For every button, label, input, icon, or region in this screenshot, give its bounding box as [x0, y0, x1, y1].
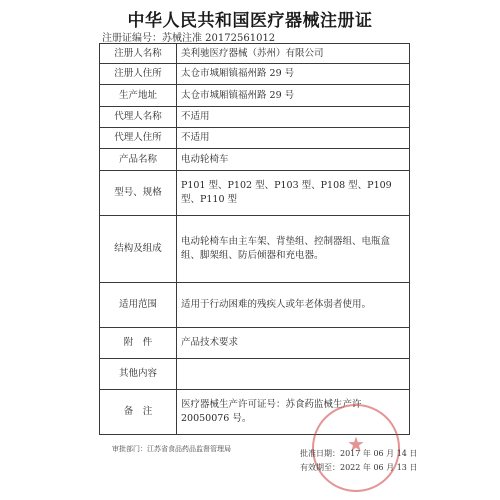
approval-date-label: 批准日期： — [300, 449, 340, 458]
row-label: 附 件 — [100, 328, 177, 359]
document-title: 中华人民共和国医疗器械注册证 — [127, 11, 373, 31]
table-row — [100, 283, 410, 328]
row-value — [177, 359, 410, 390]
row-label: 注册人住所 — [100, 64, 177, 85]
registration-table — [99, 43, 410, 435]
row-value: 电动轮椅车由主车架、背垫组、控制器组、电瓶盒组、脚架组、防后倾器和充电器。 — [177, 216, 410, 283]
table-row — [100, 128, 410, 149]
row-label: 其他内容 — [100, 359, 177, 390]
expiry-date: 2022 年 06 月 13 日 — [340, 463, 418, 472]
row-label: 型号、规格 — [100, 171, 177, 216]
table-row — [100, 171, 410, 216]
row-value: 美利驰医疗器械（苏州）有限公司 — [177, 44, 410, 64]
expiry-date-label: 有效期至： — [300, 463, 340, 472]
approval-date-line — [300, 448, 417, 459]
row-value: 太仓市城厢镇福州路 29 号 — [177, 64, 410, 85]
row-label: 代理人名称 — [100, 107, 177, 128]
table-row — [100, 85, 410, 107]
approval-date: 2017 年 06 月 14 日 — [340, 449, 418, 458]
table-row — [100, 359, 410, 390]
expiry-date-line — [300, 462, 417, 473]
row-label: 注册人名称 — [100, 44, 177, 64]
registration-number-label: 注册证编号： — [102, 33, 162, 44]
table-row — [100, 44, 410, 64]
seal-star-icon: ★ — [347, 432, 365, 456]
table-row — [100, 328, 410, 359]
row-value: 不适用 — [177, 128, 410, 149]
row-label: 生产地址 — [100, 85, 177, 107]
table-row — [100, 216, 410, 283]
row-value: 电动轮椅车 — [177, 149, 410, 171]
table-row — [100, 107, 410, 128]
row-value: 太仓市城厢镇福州路 29 号 — [177, 85, 410, 107]
row-label: 产品名称 — [100, 149, 177, 171]
row-value: 产品技术要求 — [177, 328, 410, 359]
row-label: 适用范围 — [100, 283, 177, 328]
row-label: 备 注 — [100, 390, 177, 435]
registration-number: 苏械注准 20172561012 — [162, 33, 276, 44]
registration-number-line — [102, 29, 275, 44]
row-label: 代理人住所 — [100, 128, 177, 149]
table-row — [100, 64, 410, 85]
row-value: 适用于行动困难的残疾人或年老体弱者使用。 — [177, 283, 410, 328]
row-value: 不适用 — [177, 107, 410, 128]
row-value: P101 型、P102 型、P103 型、P108 型、P109 型、P110 型 — [177, 171, 410, 216]
row-label: 结构及组成 — [100, 216, 177, 283]
review-unit: 审批部门：江苏省食品药品监督管理局 — [112, 445, 231, 453]
table-row — [100, 149, 410, 171]
row-value: 医疗器械生产许可证号：苏食药监械生产许 20050076 号。 — [177, 390, 410, 435]
